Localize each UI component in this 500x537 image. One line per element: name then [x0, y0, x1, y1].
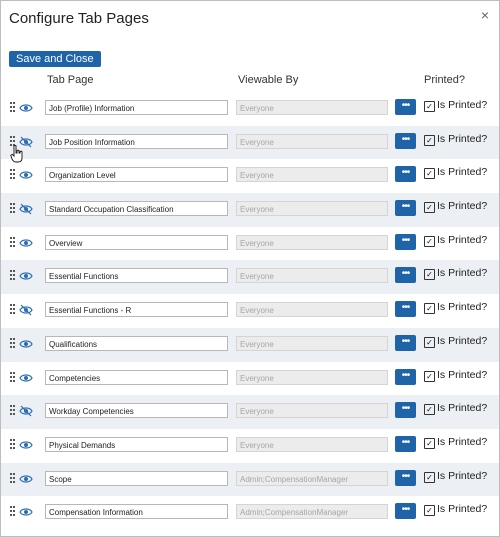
is-printed-checkbox[interactable]: ✓	[424, 135, 435, 146]
close-icon[interactable]: ×	[480, 7, 489, 23]
viewable-by-field: Admin;CompensationManager	[236, 504, 388, 519]
eye-icon[interactable]	[19, 168, 33, 180]
is-printed-checkbox[interactable]: ✓	[424, 269, 435, 280]
viewable-by-field: Everyone	[236, 268, 388, 283]
more-options-button[interactable]: •••	[395, 369, 416, 385]
eye-icon[interactable]	[19, 236, 33, 248]
tab-page-name-input[interactable]: Scope	[45, 471, 228, 486]
eye-icon[interactable]	[19, 371, 33, 383]
save-and-close-button[interactable]: Save and Close	[9, 51, 101, 67]
viewable-by-field: Everyone	[236, 370, 388, 385]
is-printed-checkbox[interactable]: ✓	[424, 337, 435, 348]
is-printed-label: Is Printed?	[437, 301, 488, 314]
is-printed-checkbox[interactable]: ✓	[424, 236, 435, 247]
tab-page-row	[1, 92, 499, 126]
is-printed-checkbox[interactable]: ✓	[424, 202, 435, 213]
tab-page-name-input[interactable]: Job Position Information	[45, 134, 228, 149]
viewable-by-field: Everyone	[236, 302, 388, 317]
eye-slash-icon[interactable]	[19, 202, 33, 214]
drag-handle-icon[interactable]	[10, 169, 16, 179]
eye-icon[interactable]	[19, 337, 33, 349]
is-printed-checkbox[interactable]: ✓	[424, 404, 435, 415]
tab-page-name-input[interactable]: Essential Functions	[45, 268, 228, 283]
is-printed-label: Is Printed?	[437, 503, 488, 516]
more-options-button[interactable]: •••	[395, 200, 416, 216]
is-printed-label: Is Printed?	[437, 435, 488, 448]
viewable-by-field: Everyone	[236, 167, 388, 182]
drag-handle-icon[interactable]	[10, 439, 16, 449]
tab-page-name-input[interactable]: Essential Functions - R	[45, 302, 228, 317]
dialog-title: Configure Tab Pages	[9, 10, 149, 27]
more-options-button[interactable]: •••	[395, 166, 416, 182]
is-printed-label: Is Printed?	[437, 368, 488, 381]
is-printed-label: Is Printed?	[437, 334, 488, 347]
is-printed-label: Is Printed?	[437, 402, 488, 415]
drag-handle-icon[interactable]	[10, 102, 16, 112]
tab-page-name-input[interactable]: Organization Level	[45, 167, 228, 182]
is-printed-label: Is Printed?	[437, 99, 488, 111]
drag-handle-icon[interactable]	[10, 372, 16, 382]
tab-page-name-input[interactable]: Workday Competencies	[45, 403, 228, 418]
viewable-by-field: Everyone	[236, 336, 388, 351]
is-printed-label: Is Printed?	[437, 200, 488, 213]
eye-slash-icon[interactable]	[19, 303, 33, 315]
is-printed-checkbox[interactable]: ✓	[424, 101, 435, 112]
viewable-by-field: Everyone	[236, 201, 388, 216]
more-options-button[interactable]: •••	[395, 301, 416, 317]
hand-cursor-icon	[10, 145, 24, 163]
tab-page-row	[1, 362, 499, 396]
more-options-button[interactable]: •••	[395, 335, 416, 351]
tab-page-name-input[interactable]: Physical Demands	[45, 437, 228, 452]
tab-page-row	[1, 429, 499, 463]
tab-page-row	[1, 126, 499, 160]
more-options-button[interactable]: •••	[395, 402, 416, 418]
is-printed-label: Is Printed?	[437, 233, 488, 246]
column-header-viewable-by: Viewable By	[238, 74, 299, 86]
eye-icon[interactable]	[19, 472, 33, 484]
viewable-by-field: Everyone	[236, 403, 388, 418]
tab-page-name-input[interactable]: Competencies	[45, 370, 228, 385]
is-printed-checkbox[interactable]: ✓	[424, 505, 435, 516]
more-options-button[interactable]: •••	[395, 436, 416, 452]
drag-handle-icon[interactable]	[10, 304, 16, 314]
is-printed-label: Is Printed?	[437, 469, 488, 482]
tab-page-name-input[interactable]: Qualifications	[45, 336, 228, 351]
column-header-tab-page: Tab Page	[47, 74, 94, 86]
tab-page-name-input[interactable]: Overview	[45, 235, 228, 250]
tab-page-row	[1, 227, 499, 261]
drag-handle-icon[interactable]	[10, 473, 16, 483]
more-options-button[interactable]: •••	[395, 267, 416, 283]
drag-handle-icon[interactable]	[10, 506, 16, 516]
tab-page-name-input[interactable]: Standard Occupation Classification	[45, 201, 228, 216]
eye-icon[interactable]	[19, 438, 33, 450]
drag-handle-icon[interactable]	[10, 270, 16, 280]
eye-slash-icon[interactable]	[19, 404, 33, 416]
is-printed-label: Is Printed?	[437, 267, 488, 280]
is-printed-checkbox[interactable]: ✓	[424, 168, 435, 179]
more-options-button[interactable]: •••	[395, 470, 416, 486]
tab-page-row	[1, 496, 499, 530]
viewable-by-field: Everyone	[236, 235, 388, 250]
drag-handle-icon[interactable]	[10, 203, 16, 213]
is-printed-checkbox[interactable]: ✓	[424, 438, 435, 449]
more-options-button[interactable]: •••	[395, 133, 416, 149]
tab-page-row	[1, 260, 499, 294]
eye-icon[interactable]	[19, 269, 33, 281]
is-printed-checkbox[interactable]: ✓	[424, 371, 435, 382]
tab-page-list	[1, 92, 499, 530]
tab-page-name-input[interactable]: Compensation Information	[45, 504, 228, 519]
is-printed-label: Is Printed?	[437, 166, 488, 179]
drag-handle-icon[interactable]	[10, 237, 16, 247]
is-printed-checkbox[interactable]: ✓	[424, 472, 435, 483]
drag-handle-icon[interactable]	[10, 405, 16, 415]
viewable-by-field: Everyone	[236, 437, 388, 452]
tab-page-row	[1, 395, 499, 429]
viewable-by-field: Everyone	[236, 134, 388, 149]
more-options-button[interactable]: •••	[395, 234, 416, 250]
is-printed-checkbox[interactable]: ✓	[424, 303, 435, 314]
drag-handle-icon[interactable]	[10, 338, 16, 348]
column-header-printed: Printed?	[424, 74, 465, 86]
tab-page-row	[1, 193, 499, 227]
tab-page-name-input[interactable]: Job (Profile) Information	[45, 100, 228, 115]
tab-page-row	[1, 294, 499, 328]
is-printed-label: Is Printed?	[437, 132, 488, 145]
tab-page-row	[1, 159, 499, 193]
more-options-button[interactable]: •••	[395, 99, 416, 115]
eye-icon[interactable]	[19, 101, 33, 113]
tab-page-row	[1, 463, 499, 497]
viewable-by-field: Admin;CompensationManager	[236, 471, 388, 486]
viewable-by-field: Everyone	[236, 100, 388, 115]
eye-icon[interactable]	[19, 505, 33, 517]
tab-page-row	[1, 328, 499, 362]
more-options-button[interactable]: •••	[395, 503, 416, 519]
